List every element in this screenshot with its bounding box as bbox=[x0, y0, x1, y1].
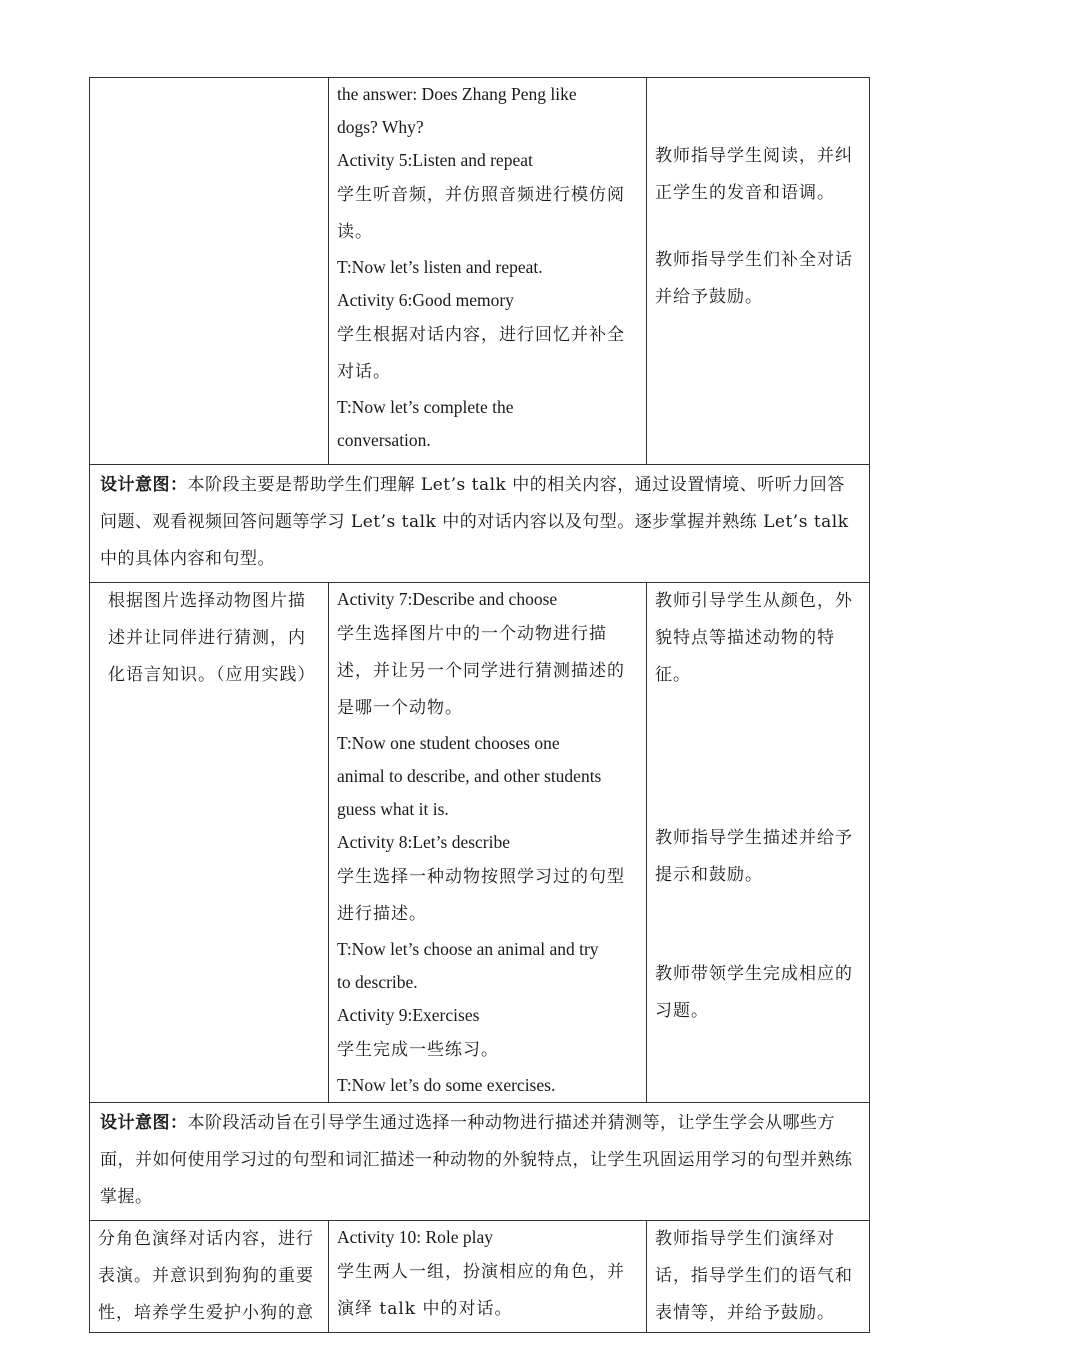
activity-text: guess what it is. bbox=[337, 799, 449, 819]
activity-text: T:Now let’s complete the bbox=[337, 397, 514, 417]
teacher-note: 教师指导学生阅读，并纠正学生的发音和语调。 bbox=[655, 146, 853, 203]
activity-title: Activity 5:Listen and repeat bbox=[337, 150, 533, 170]
activity-title: Activity 9:Exercises bbox=[337, 1005, 480, 1025]
activity-title: Activity 7:Describe and choose bbox=[337, 589, 558, 609]
teacher-note: 教师引导学生从颜色，外貌特点等描述动物的特征。 bbox=[655, 591, 853, 685]
cell-purpose bbox=[90, 78, 329, 465]
cell-activities bbox=[329, 1221, 647, 1333]
design-intent-row bbox=[90, 1103, 870, 1221]
purpose-text: 根据图片选择动物图片描述并让同伴进行猜测，内化语言知识。（应用实践） bbox=[108, 591, 316, 685]
table-row bbox=[90, 583, 870, 1103]
design-intent bbox=[90, 1103, 870, 1221]
activity-text: dogs? Why? bbox=[337, 117, 424, 137]
design-intent-row bbox=[90, 465, 870, 583]
activity-text: the answer: Does Zhang Peng like bbox=[337, 84, 577, 104]
activity-text: 学生两人一组，扮演相应的角色，并演绎 talk 中的对话。 bbox=[337, 1262, 625, 1319]
activity-text: animal to describe, and other students bbox=[337, 766, 602, 786]
cell-purpose bbox=[90, 1221, 329, 1333]
activity-text: T:Now let’s choose an animal and try bbox=[337, 939, 599, 959]
teacher-note: 教师带领学生完成相应的习题。 bbox=[655, 964, 853, 1021]
cell-activities bbox=[329, 583, 647, 1103]
activity-text: conversation. bbox=[337, 430, 431, 450]
design-intent bbox=[90, 465, 870, 583]
teacher-note: 教师指导学生们补全对话并给予鼓励。 bbox=[655, 250, 853, 307]
cell-purpose bbox=[90, 583, 329, 1103]
lesson-plan-table bbox=[89, 77, 870, 1333]
table-row bbox=[90, 78, 870, 465]
activity-text: 学生选择图片中的一个动物进行描述，并让另一个同学进行猜测描述的是哪一个动物。 bbox=[337, 624, 625, 718]
activity-text: 学生完成一些练习。 bbox=[337, 1040, 499, 1060]
teacher-note: 教师指导学生描述并给予提示和鼓励。 bbox=[655, 828, 853, 885]
activity-text: T:Now one student chooses one bbox=[337, 733, 560, 753]
cell-teacher bbox=[647, 583, 870, 1103]
design-intent-text: 本阶段主要是帮助学生们理解 Let’s talk 中的相关内容，通过设置情境、听听力回答问题、观看视频回答问题等学习 Let’s talk 中的对话内容以及句型。逐步掌握并熟练 Let’s talk 中的具体内容和句型。 bbox=[100, 475, 849, 569]
purpose-text: 分角色演绎对话内容，进行表演。并意识到狗狗的重要性，培养学生爱护小狗的意 bbox=[98, 1229, 314, 1323]
activity-text: T:Now let’s listen and repeat. bbox=[337, 257, 543, 277]
activity-text: T:Now let’s do some exercises. bbox=[337, 1075, 556, 1095]
teacher-note: 教师指导学生们演绎对话，指导学生们的语气和表情等，并给予鼓励。 bbox=[655, 1229, 853, 1323]
design-intent-label: 设计意图： bbox=[100, 475, 188, 495]
cell-teacher bbox=[647, 1221, 870, 1333]
activity-text: 学生选择一种动物按照学习过的句型进行描述。 bbox=[337, 867, 625, 924]
activity-text: 学生根据对话内容，进行回忆并补全对话。 bbox=[337, 325, 625, 382]
design-intent-label: 设计意图： bbox=[100, 1113, 188, 1133]
activity-title: Activity 8:Let’s describe bbox=[337, 832, 511, 852]
activity-text: 学生听音频，并仿照音频进行模仿阅读。 bbox=[337, 185, 625, 242]
activity-title: Activity 6:Good memory bbox=[337, 290, 514, 310]
activity-text: to describe. bbox=[337, 972, 418, 992]
table-row bbox=[90, 1221, 870, 1333]
design-intent-text: 本阶段活动旨在引导学生通过选择一种动物进行描述并猜测等，让学生学会从哪些方面，并如何使用学习过的句型和词汇描述一种动物的外貌特点，让学生巩固运用学习的句型并熟练掌握。 bbox=[100, 1113, 853, 1207]
activity-title: Activity 10: Role play bbox=[337, 1227, 494, 1247]
cell-teacher bbox=[647, 78, 870, 465]
cell-activities bbox=[329, 78, 647, 465]
